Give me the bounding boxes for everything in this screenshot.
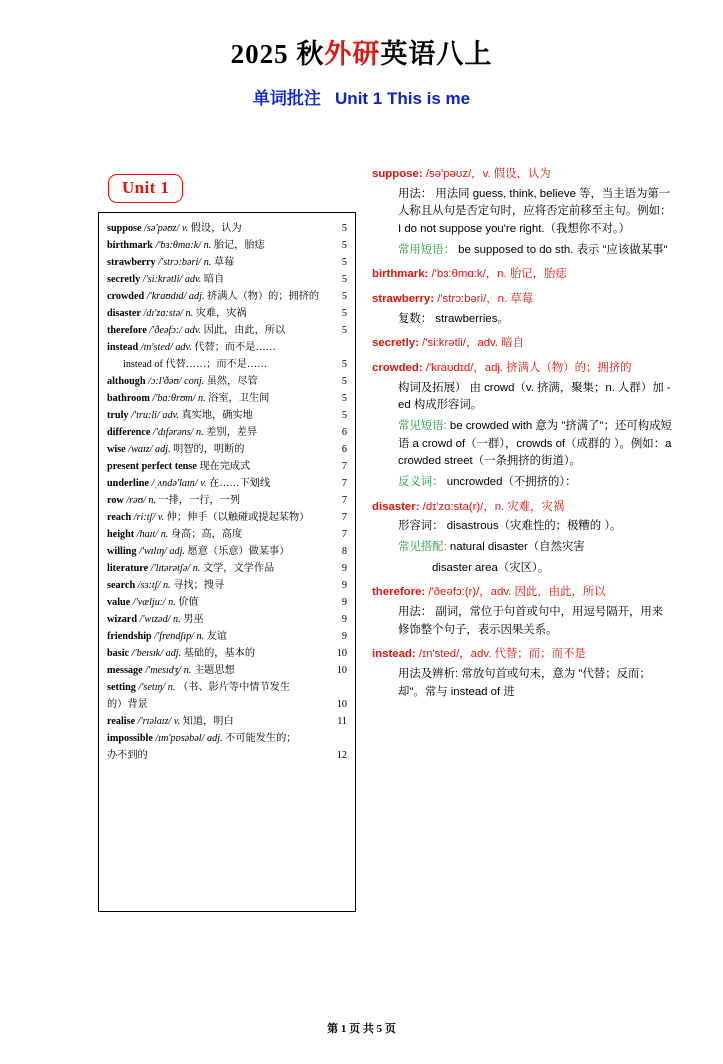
annotation-note-text: uncrowded（不拥挤的）： bbox=[446, 476, 577, 489]
word-entry-text bbox=[107, 630, 331, 644]
word-phonetic: /'bɜ:θmɑ:k/ bbox=[155, 239, 202, 251]
title-part1: 2025 秋 bbox=[230, 39, 325, 69]
word-phonetic: /ɪn'sted/ bbox=[140, 341, 173, 353]
annotation-note bbox=[398, 604, 672, 639]
word-headword: present perfect tense bbox=[107, 460, 197, 472]
word-part-of-speech: adv. bbox=[175, 341, 192, 353]
annotation-headline bbox=[372, 584, 672, 602]
word-page-number: 7 bbox=[341, 460, 347, 472]
word-entry-text bbox=[107, 596, 331, 610]
annotation-note-text: 常放句首或句末，意为 "代替；反而；却"。常与 instead of 进 bbox=[398, 668, 651, 698]
word-page-number: 6 bbox=[341, 426, 347, 438]
word-list-item bbox=[107, 358, 347, 372]
word-entry-text bbox=[107, 460, 331, 474]
word-page-number: 5 bbox=[341, 273, 347, 285]
annotation-entry bbox=[372, 335, 672, 353]
word-headword: wizard bbox=[107, 613, 137, 625]
word-page-number: 10 bbox=[336, 698, 347, 710]
annotation-headword-detail: /'si:krətli/，adv. 暗自 bbox=[422, 337, 524, 350]
word-page-number: 9 bbox=[341, 579, 347, 591]
word-meaning: 友谊 bbox=[206, 630, 228, 642]
word-list-item bbox=[107, 222, 347, 236]
word-meaning: 一排，一行，一列 bbox=[158, 494, 241, 506]
annotation-headword: birthmark: bbox=[372, 268, 429, 281]
annotation-headword: instead: bbox=[372, 648, 416, 661]
word-headword: birthmark bbox=[107, 239, 153, 251]
word-list-item bbox=[107, 375, 347, 389]
word-entry-text bbox=[107, 477, 331, 491]
word-page-number: 9 bbox=[341, 596, 347, 608]
subtitle-cn: 单词批注 bbox=[252, 88, 321, 108]
word-page-number: 9 bbox=[341, 562, 347, 574]
word-headword: row bbox=[107, 494, 124, 506]
word-part-of-speech: n. bbox=[196, 630, 205, 642]
annotation-headword-detail: /ɪn'sted/，adv. 代替；而；而不是 bbox=[418, 648, 586, 661]
annotation-note-label: 常用短语： bbox=[398, 243, 455, 256]
annotation-note bbox=[398, 311, 672, 329]
word-part-of-speech: n. bbox=[167, 681, 176, 693]
word-page-number: 7 bbox=[341, 494, 347, 506]
page-subtitle bbox=[0, 84, 723, 109]
word-meaning: 挤满人（物）的；拥挤的 bbox=[207, 290, 320, 302]
word-list-item bbox=[107, 460, 347, 474]
word-entry-text bbox=[107, 409, 331, 423]
word-entry-text bbox=[107, 545, 331, 559]
word-headword: realise bbox=[107, 715, 136, 727]
annotation-headword-detail: /sə'pəʊz/，v. 假设，认为 bbox=[425, 168, 551, 180]
word-list-item bbox=[107, 324, 347, 338]
word-list-item bbox=[107, 290, 347, 304]
document-page bbox=[0, 40, 723, 1064]
word-page-number: 5 bbox=[341, 392, 347, 404]
content-columns bbox=[0, 166, 723, 1006]
word-entry-text bbox=[107, 732, 331, 746]
annotation-note-text: strawberries。 bbox=[435, 312, 509, 325]
word-list-item bbox=[107, 613, 347, 627]
word-part-of-speech: v. bbox=[173, 715, 181, 727]
annotation-note bbox=[432, 560, 672, 578]
annotation-headword-detail: /'kraʊdɪd/，adj. 挤满人（物）的；拥挤的 bbox=[425, 362, 632, 375]
annotation-entry bbox=[372, 360, 672, 492]
word-page-number: 10 bbox=[336, 664, 347, 676]
word-headword: setting bbox=[107, 681, 136, 693]
word-headword: although bbox=[107, 375, 146, 387]
word-part-of-speech: n. bbox=[160, 528, 169, 540]
annotation-headline bbox=[372, 266, 672, 284]
unit-badge: Unit 1 bbox=[108, 174, 183, 203]
word-list-column bbox=[98, 174, 356, 912]
page-title bbox=[0, 40, 723, 70]
annotation-note bbox=[398, 539, 672, 557]
word-list-item bbox=[107, 681, 347, 695]
word-page-number: 9 bbox=[341, 630, 347, 642]
annotation-headline bbox=[372, 291, 672, 309]
word-headword: underline bbox=[107, 477, 149, 489]
word-meaning: 知道，明白 bbox=[182, 715, 234, 727]
word-entry-text bbox=[107, 307, 331, 321]
annotation-note-label: 用法及辨析: bbox=[398, 668, 459, 681]
word-entry-text bbox=[107, 579, 331, 593]
word-entry-text bbox=[107, 681, 331, 695]
word-headword: therefore bbox=[107, 324, 147, 336]
word-headword: strawberry bbox=[107, 256, 156, 268]
word-page-number: 5 bbox=[341, 409, 347, 421]
word-phonetic: /'setɪŋ/ bbox=[138, 681, 166, 693]
annotation-note-label: 用法： bbox=[398, 187, 433, 200]
word-entry-text bbox=[107, 239, 331, 253]
word-page-number: 9 bbox=[341, 613, 347, 625]
word-part-of-speech: adv. bbox=[184, 273, 202, 285]
word-entry-text bbox=[107, 562, 331, 576]
word-phonetic: /waɪz/ bbox=[128, 443, 153, 455]
word-meaning: 灾难，灾祸 bbox=[195, 307, 247, 319]
word-page-number: 5 bbox=[341, 290, 347, 302]
word-entry-text bbox=[107, 256, 331, 270]
word-part-of-speech: v. bbox=[200, 477, 207, 489]
subtitle-en: Unit 1 This is me bbox=[335, 88, 471, 108]
annotation-headword-detail: /'bɜ:θmɑ:k/，n. 胎记，胎痣 bbox=[431, 268, 567, 281]
word-meaning: 浴室，卫生间 bbox=[208, 392, 270, 404]
word-meaning: 明智的，明断的 bbox=[173, 443, 245, 455]
word-headword: wise bbox=[107, 443, 126, 455]
annotation-headword-detail: /'ðeəfɔ:(r)/，adv. 因此，由此，所以 bbox=[428, 586, 606, 599]
word-headword: basic bbox=[107, 647, 130, 659]
word-meaning: 现在完成式 bbox=[199, 460, 251, 472]
word-list-item bbox=[107, 392, 347, 406]
word-page-number: 11 bbox=[337, 715, 347, 727]
title-highlight: 外研 bbox=[324, 39, 381, 69]
word-headword: height bbox=[107, 528, 135, 540]
word-entry-text bbox=[107, 341, 331, 355]
word-headword: willing bbox=[107, 545, 137, 557]
word-phonetic: /'kraʊdɪd/ bbox=[146, 290, 187, 302]
annotation-note bbox=[398, 666, 672, 701]
word-part-of-speech: adj. bbox=[165, 647, 182, 659]
annotation-headword: strawberry: bbox=[372, 293, 435, 306]
word-part-of-speech: n. bbox=[173, 613, 181, 625]
word-list-item bbox=[107, 630, 347, 644]
word-headword: suppose bbox=[107, 223, 142, 234]
word-headword: truly bbox=[107, 409, 129, 421]
word-headword: reach bbox=[107, 511, 132, 523]
annotation-headline bbox=[372, 499, 672, 517]
word-part-of-speech: n. bbox=[168, 596, 176, 608]
annotation-note-label: 常见短语: bbox=[398, 420, 447, 433]
word-list-item bbox=[107, 341, 347, 355]
word-entry-text bbox=[107, 511, 331, 525]
word-phonetic: /'væljuː/ bbox=[132, 596, 166, 608]
annotation-headline bbox=[372, 646, 672, 664]
word-phonetic: /ˌʌndə'laɪn/ bbox=[151, 477, 198, 489]
word-headword: literature bbox=[107, 562, 149, 574]
annotation-entry bbox=[372, 584, 672, 639]
word-page-number: 5 bbox=[341, 223, 347, 234]
annotation-note bbox=[398, 380, 672, 415]
word-list-item bbox=[107, 579, 347, 593]
word-part-of-speech: adj. bbox=[188, 290, 205, 302]
word-phonetic: /'rɪəlaɪz/ bbox=[137, 715, 172, 727]
word-page-number: 7 bbox=[341, 511, 347, 523]
word-part-of-speech: n. bbox=[196, 426, 204, 438]
word-meaning: 假设，认为 bbox=[190, 223, 242, 234]
word-entry-text bbox=[107, 375, 331, 389]
word-phonetic: /dɪ'zɑ:stə/ bbox=[143, 307, 183, 319]
annotation-note bbox=[398, 418, 672, 471]
word-meaning: 男巫 bbox=[183, 613, 204, 625]
annotation-headword: suppose: bbox=[372, 168, 423, 180]
word-part-of-speech: conj. bbox=[184, 375, 205, 387]
word-phonetic: /'wɪlɪŋ/ bbox=[139, 545, 167, 557]
word-headword: impossible bbox=[107, 732, 153, 744]
word-meaning: 真实地，确实地 bbox=[181, 409, 253, 421]
word-page-number: 5 bbox=[341, 307, 347, 319]
annotation-entry bbox=[372, 266, 672, 284]
word-part-of-speech: n. bbox=[203, 239, 212, 251]
word-list-item bbox=[107, 596, 347, 610]
word-phonetic: /rəʊ/ bbox=[126, 494, 146, 506]
word-meaning: 虽然，尽管 bbox=[206, 375, 258, 387]
word-page-number: 12 bbox=[336, 749, 347, 761]
annotation-headline bbox=[372, 166, 672, 184]
annotation-entry bbox=[372, 646, 672, 701]
word-page-number: 5 bbox=[341, 239, 347, 251]
word-entry-text bbox=[107, 528, 331, 542]
word-meaning: 愿意（乐意）做某事） bbox=[187, 545, 290, 557]
word-entry-text bbox=[107, 222, 331, 236]
annotation-note-text: be supposed to do sth. 表示 "应该做某事" bbox=[458, 243, 668, 256]
word-phonetic: /sɜ:tʃ/ bbox=[137, 579, 161, 591]
word-phonetic: /'beɪsɪk/ bbox=[131, 647, 164, 659]
word-part-of-speech: n. bbox=[185, 307, 194, 319]
word-page-number: 5 bbox=[341, 375, 347, 387]
word-page-number: 7 bbox=[341, 528, 347, 540]
word-list-item bbox=[107, 749, 347, 763]
word-entry-text bbox=[107, 290, 331, 304]
word-entry-text bbox=[107, 358, 331, 372]
word-page-number: 5 bbox=[341, 358, 347, 370]
word-meaning: 不可能发生的； bbox=[225, 732, 297, 744]
word-page-number: 7 bbox=[341, 477, 347, 489]
word-phonetic: /haɪt/ bbox=[136, 528, 159, 540]
annotation-column bbox=[372, 166, 672, 708]
word-part-of-speech: v. bbox=[157, 511, 165, 523]
page-footer: 第 1 页 共 5 页 bbox=[327, 1023, 396, 1035]
word-page-number: 5 bbox=[341, 256, 347, 268]
word-list-item bbox=[107, 494, 347, 508]
word-meaning: （书、影片等中情节发生 bbox=[177, 681, 291, 693]
word-meaning: 身高；高，高度 bbox=[170, 528, 243, 540]
word-list-item bbox=[107, 545, 347, 559]
word-meaning: 文学，文学作品 bbox=[202, 562, 275, 574]
word-list-item bbox=[107, 698, 347, 712]
annotation-note-label: 常见搭配: bbox=[398, 541, 447, 554]
word-headword: difference bbox=[107, 426, 151, 438]
annotation-note-label: 形容词： bbox=[398, 520, 444, 533]
annotation-headline bbox=[372, 360, 672, 378]
annotation-note-label: 构词及拓展） bbox=[398, 381, 467, 394]
word-part-of-speech: adj. bbox=[169, 545, 185, 557]
word-entry-text bbox=[107, 324, 331, 338]
annotation-entry bbox=[372, 166, 672, 259]
word-part-of-speech: adj. bbox=[155, 443, 171, 455]
word-phonetic: /'mesɪdʒ/ bbox=[145, 664, 182, 676]
word-meaning: 基础的，基本的 bbox=[183, 647, 256, 659]
word-headword: secretly bbox=[107, 273, 141, 285]
annotation-note bbox=[398, 242, 672, 260]
word-phonetic: /sə'pəʊz/ bbox=[144, 223, 180, 234]
annotation-note-text: disaster area（灾区）。 bbox=[432, 561, 550, 574]
annotation-note-text: 副词，常位于句首或句中，用逗号隔开，用来修饰整个句子，表示因果关系。 bbox=[398, 606, 664, 636]
word-list-item bbox=[107, 664, 347, 678]
word-headword: friendship bbox=[107, 630, 152, 642]
word-phonetic: /'frendʃɪp/ bbox=[154, 630, 194, 642]
word-entry-text bbox=[107, 749, 331, 763]
word-meaning: 主题思想 bbox=[193, 664, 235, 676]
word-phonetic: /ɪm'pɒsəbəl/ bbox=[155, 732, 205, 744]
word-list-item bbox=[107, 528, 347, 542]
word-phonetic: /'bɑ:θrʊm/ bbox=[152, 392, 196, 404]
word-list-item bbox=[107, 307, 347, 321]
annotation-note-label: 反义词： bbox=[398, 476, 444, 489]
word-headword: instead bbox=[107, 341, 139, 353]
annotation-note bbox=[398, 518, 672, 536]
annotation-headword-detail: /'strɔ:bəri/，n. 草莓 bbox=[437, 293, 534, 306]
word-part-of-speech: n. bbox=[162, 579, 171, 591]
word-entry-text bbox=[107, 443, 331, 457]
annotation-headword: secretly: bbox=[372, 337, 419, 350]
word-list-item bbox=[107, 562, 347, 576]
word-list-item bbox=[107, 732, 347, 746]
word-entry-text bbox=[107, 698, 331, 712]
word-part-of-speech: v. bbox=[181, 223, 189, 234]
word-headword: value bbox=[107, 596, 131, 608]
word-entry-text bbox=[107, 715, 331, 729]
word-meaning: 办不到的 bbox=[107, 749, 148, 761]
annotation-note bbox=[398, 474, 672, 492]
word-meaning: 暗自 bbox=[203, 273, 225, 285]
annotation-note-label: 复数： bbox=[398, 312, 433, 325]
word-headword: disaster bbox=[107, 307, 141, 319]
word-list-item bbox=[107, 715, 347, 729]
word-entry-text bbox=[107, 392, 331, 406]
word-meaning: 差别，差异 bbox=[206, 426, 258, 438]
word-list-item bbox=[107, 409, 347, 423]
word-part-of-speech: adv. bbox=[162, 409, 179, 421]
word-meaning: 价值 bbox=[178, 596, 199, 608]
word-meaning: 寻找；搜寻 bbox=[173, 579, 225, 591]
word-list-item bbox=[107, 426, 347, 440]
word-phonetic: /ɔ:l'ðəʊ/ bbox=[148, 375, 182, 387]
word-entry-text bbox=[107, 647, 331, 661]
word-part-of-speech: adj. bbox=[207, 732, 223, 744]
annotation-note-text: natural disaster（自然灾害 bbox=[449, 541, 585, 554]
word-phonetic: /'tru:li/ bbox=[131, 409, 160, 421]
word-meaning: instead of 代替……；而不是…… bbox=[123, 358, 268, 370]
word-entry-text bbox=[107, 273, 331, 287]
word-page-number: 6 bbox=[341, 443, 347, 455]
word-phonetic: /'wɪzəd/ bbox=[139, 613, 171, 625]
word-part-of-speech: n. bbox=[203, 256, 212, 268]
annotation-note-text: 用法同 guess, think, believe 等，当主语为第一人称且从句是否定句时，应将否定前移至主句。例如：I do not suppose you're right.（我想你不对。） bbox=[398, 187, 672, 236]
title-part2: 英语八上 bbox=[380, 39, 493, 69]
annotation-note bbox=[398, 186, 672, 239]
word-phonetic: /'ðeəfɔ:/ bbox=[149, 324, 183, 336]
word-headword: search bbox=[107, 579, 136, 591]
annotation-note-text: be crowded with 意为 "挤满了"；还可构成短语 a crowd of（一群），crowds of（成群的 ）。例如：a crowded street（一条拥挤的街道）。 bbox=[398, 420, 672, 468]
word-list-item bbox=[107, 239, 347, 253]
word-phonetic: /'si:krətli/ bbox=[142, 273, 183, 285]
word-meaning: 胎记，胎痣 bbox=[213, 239, 265, 251]
word-headword: message bbox=[107, 664, 143, 676]
annotation-note-text: disastrous（灾难性的；极糟的 ）。 bbox=[446, 520, 622, 533]
word-part-of-speech: n. bbox=[183, 664, 192, 676]
word-part-of-speech: n. bbox=[148, 494, 156, 506]
word-list-box bbox=[98, 212, 356, 912]
word-list-item bbox=[107, 511, 347, 525]
word-part-of-speech: n. bbox=[192, 562, 201, 574]
word-meaning: 伸；伸手（以触碰或提起某物） bbox=[166, 511, 310, 523]
word-meaning: 在……下划线 bbox=[209, 477, 271, 489]
annotation-headword: crowded: bbox=[372, 362, 423, 375]
annotation-headword-detail: /dɪ'zɑ:sta(r)/，n. 灾难，灾祸 bbox=[422, 500, 565, 513]
annotation-note-text: 由 crowd（v. 挤满，聚集；n. 人群）加 -ed 构成形容词。 bbox=[398, 381, 671, 412]
annotation-entry bbox=[372, 499, 672, 578]
word-page-number: 8 bbox=[341, 545, 347, 557]
word-part-of-speech: n. bbox=[197, 392, 206, 404]
annotation-headline bbox=[372, 335, 672, 353]
word-meaning: 的）背景 bbox=[107, 698, 148, 710]
word-headword: crowded bbox=[107, 290, 145, 302]
word-list-item bbox=[107, 443, 347, 457]
word-page-number: 5 bbox=[341, 324, 347, 336]
word-entry-text bbox=[107, 494, 331, 508]
word-phonetic: /'dɪfərəns/ bbox=[152, 426, 194, 438]
word-meaning: 代替；而不是…… bbox=[194, 341, 276, 353]
word-entry-text bbox=[107, 664, 331, 678]
annotation-headword: therefore: bbox=[372, 586, 426, 599]
annotation-headword: disaster: bbox=[372, 500, 420, 513]
word-phonetic: /'strɔ:bəri/ bbox=[158, 256, 202, 268]
annotation-entry bbox=[372, 291, 672, 328]
word-meaning: 因此，由此，所以 bbox=[203, 324, 286, 336]
word-phonetic: /'lɪtərətʃə/ bbox=[150, 562, 191, 574]
word-part-of-speech: adv. bbox=[184, 324, 202, 336]
word-meaning: 草莓 bbox=[213, 256, 235, 268]
word-entry-text bbox=[107, 426, 331, 440]
annotation-note-label: 用法： bbox=[398, 606, 433, 619]
word-list-item bbox=[107, 273, 347, 287]
word-list-item bbox=[107, 647, 347, 661]
word-entry-text bbox=[107, 613, 331, 627]
word-phonetic: /ri:tʃ/ bbox=[133, 511, 156, 523]
word-list-item bbox=[107, 477, 347, 491]
word-headword: bathroom bbox=[107, 392, 150, 404]
word-list-item bbox=[107, 256, 347, 270]
word-page-number: 10 bbox=[336, 647, 347, 659]
